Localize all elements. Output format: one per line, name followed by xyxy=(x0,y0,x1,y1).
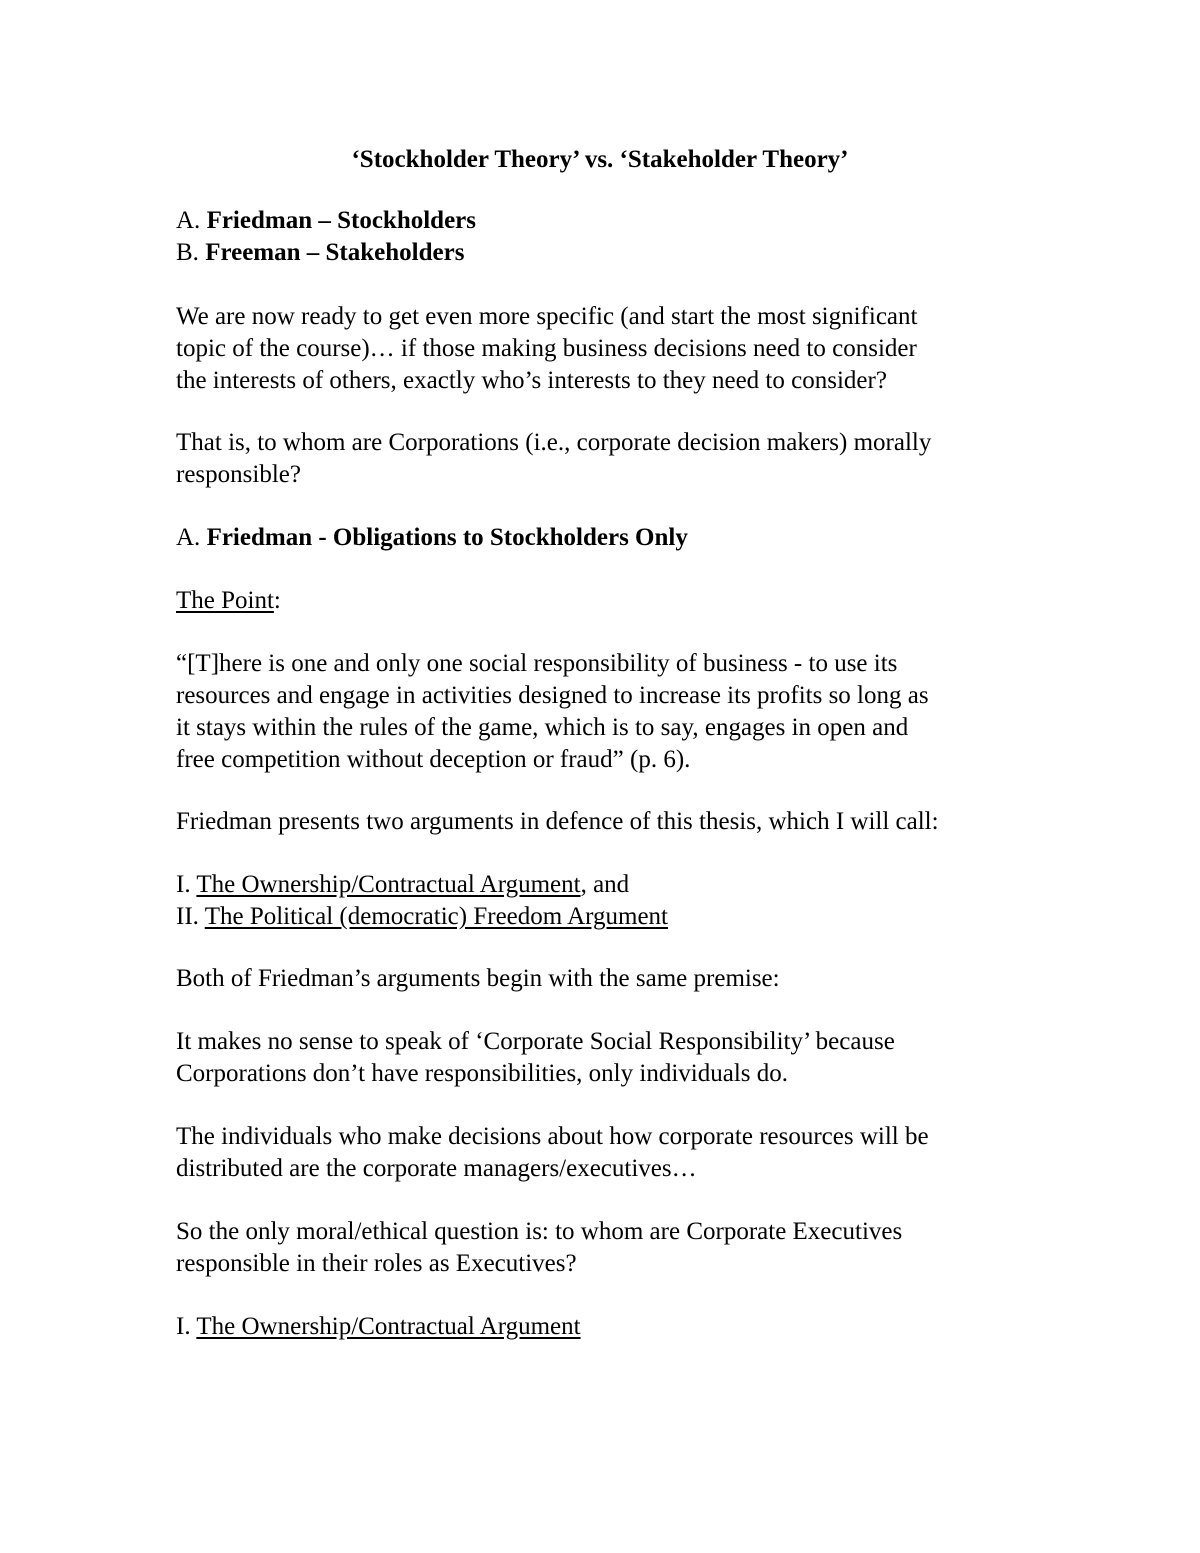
argument-title: The Ownership/Contractual Argument xyxy=(196,871,581,898)
point-heading-text: The Point xyxy=(176,587,274,614)
section-prefix: A. xyxy=(176,524,207,551)
point-colon: : xyxy=(273,587,281,614)
section-one-heading xyxy=(176,1311,581,1343)
outline-text: Friedman – Stockholders xyxy=(206,207,477,234)
outline-prefix: A. xyxy=(176,207,207,234)
question-line: responsible? xyxy=(176,461,301,488)
point-heading xyxy=(176,585,281,617)
moral-question-line: responsible in their roles as Executives? xyxy=(176,1250,577,1277)
outline-item-a xyxy=(176,205,476,237)
outline-text: Freeman – Stakeholders xyxy=(205,239,465,266)
quote-line: resources and engage in activities designed to increase its profits so long as xyxy=(176,682,929,709)
moral-question-line: So the only moral/ethical question is: to whom are Corporate Executives xyxy=(176,1218,903,1245)
argument-prefix: II. xyxy=(176,903,205,930)
individuals-line: The individuals who make decisions about how corporate resources will be xyxy=(176,1123,929,1150)
argument-title: The Political (democratic) Freedom Argument xyxy=(204,903,668,930)
question-line: That is, to whom are Corporations (i.e., corporate decision makers) morally xyxy=(176,429,932,456)
intro-line: We are now ready to get even more specific (and start the most significant xyxy=(176,303,918,330)
quote-line: it stays within the rules of the game, which is to say, engages in open and xyxy=(176,714,909,741)
outline-prefix: B. xyxy=(176,239,206,266)
individuals-line: distributed are the corporate managers/executives… xyxy=(176,1155,697,1182)
premise-intro: Both of Friedman’s arguments begin with the same premise: xyxy=(176,965,780,992)
section-heading-text: The Ownership/Contractual Argument xyxy=(196,1313,581,1340)
premise-line: Corporations don’t have responsibilities, only individuals do. xyxy=(176,1060,788,1087)
argument-suffix: , and xyxy=(580,871,630,898)
argument-prefix: I. xyxy=(176,871,197,898)
section-heading-text: Friedman - Obligations to Stockholders Only xyxy=(206,524,688,551)
document-title: ‘Stockholder Theory’ vs. ‘Stakeholder Theory’ xyxy=(351,146,849,173)
argument-item-1 xyxy=(176,869,629,901)
premise-line: It makes no sense to speak of ‘Corporate Social Responsibility’ because xyxy=(176,1028,895,1055)
outline-item-b xyxy=(176,237,464,269)
quote-line: “[T]here is one and only one social responsibility of business - to use its xyxy=(176,650,898,677)
section-prefix: I. xyxy=(176,1313,197,1340)
intro-line: the interests of others, exactly who’s interests to they need to consider? xyxy=(176,367,887,394)
section-a-heading xyxy=(176,522,688,554)
intro-line: topic of the course)… if those making business decisions need to consider xyxy=(176,335,917,362)
quote-line: free competition without deception or fraud” (p. 6). xyxy=(176,746,691,773)
arguments-intro: Friedman presents two arguments in defence of this thesis, which I will call: xyxy=(176,808,939,835)
argument-item-2 xyxy=(176,901,668,933)
